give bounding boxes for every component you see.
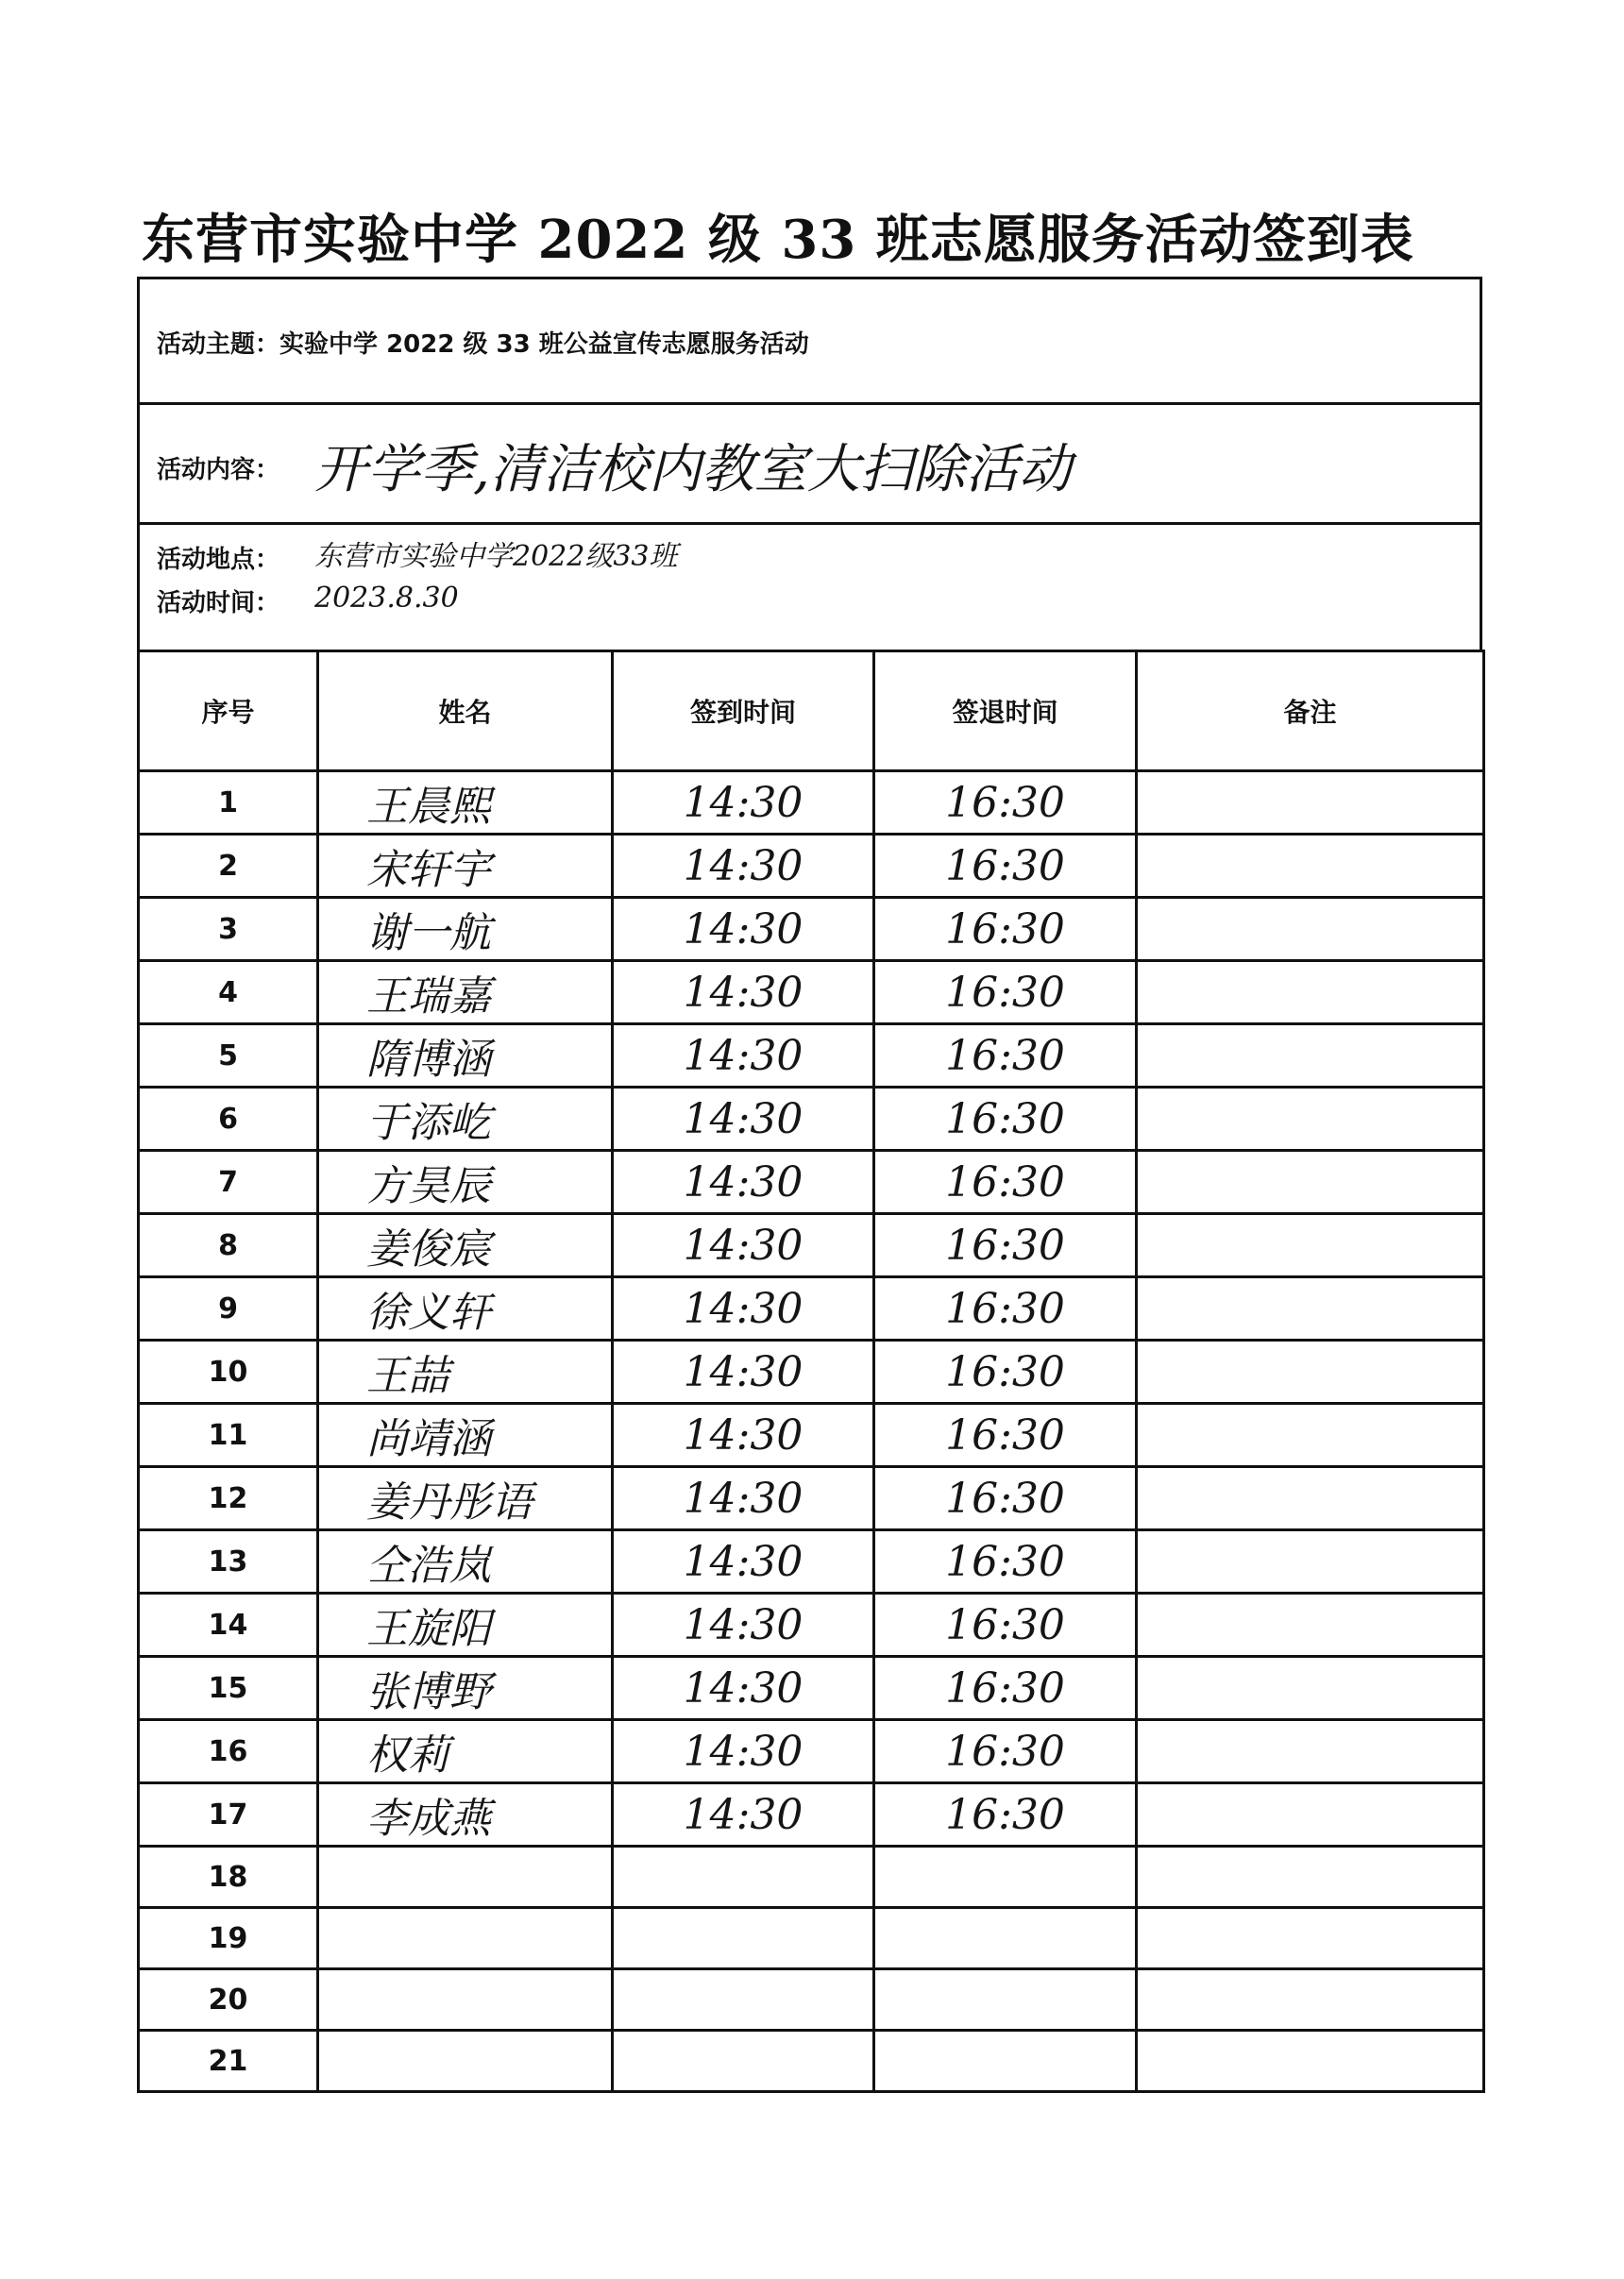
activity-theme-value: 实验中学 2022 级 33 班公益宣传志愿服务活动 <box>279 330 809 359</box>
header-name: 姓名 <box>318 651 613 771</box>
sign-out-time: 16:30 <box>874 835 1137 898</box>
sign-in-time: 14:30 <box>613 1277 874 1341</box>
participant-name: 姜俊宸 <box>318 1214 613 1277</box>
row-number: 15 <box>139 1657 318 1720</box>
sign-in-time: 14:30 <box>613 1214 874 1277</box>
note-cell <box>1137 1151 1484 1214</box>
row-number: 13 <box>139 1530 318 1594</box>
row-number: 3 <box>139 898 318 961</box>
activity-place-value: 东营市实验中学2022级33班 <box>314 540 678 573</box>
header-no: 序号 <box>139 651 318 771</box>
sign-out-time: 16:30 <box>874 1024 1137 1088</box>
activity-time-label: 活动时间： <box>157 589 280 617</box>
sign-out-time: 16:30 <box>874 1404 1137 1467</box>
table-row <box>139 771 1484 835</box>
note-cell <box>1137 1088 1484 1151</box>
row-number: 10 <box>139 1341 318 1404</box>
table-row <box>139 1969 1484 2031</box>
table-row <box>139 1720 1484 1783</box>
participant-name: 权莉 <box>318 1720 613 1783</box>
sign-in-time: 14:30 <box>613 1467 874 1530</box>
table-row <box>139 1847 1484 1908</box>
row-number: 4 <box>139 961 318 1024</box>
participant-name: 王晨熙 <box>318 771 613 835</box>
sign-in-time: 14:30 <box>613 1024 874 1088</box>
sign-in-time: 14:30 <box>613 835 874 898</box>
table-row <box>139 1024 1484 1088</box>
row-number: 19 <box>139 1908 318 1969</box>
sign-out-time: 16:30 <box>874 1783 1137 1847</box>
table-row <box>139 1404 1484 1467</box>
note-cell <box>1137 1277 1484 1341</box>
sign-out-time <box>874 1969 1137 2031</box>
participant-name <box>318 2031 613 2092</box>
sign-in-time <box>613 1847 874 1908</box>
sign-in-time <box>613 1908 874 1969</box>
sign-in-time: 14:30 <box>613 1720 874 1783</box>
activity-content-label: 活动内容： <box>157 456 280 484</box>
sign-in-time: 14:30 <box>613 1341 874 1404</box>
participant-name <box>318 1908 613 1969</box>
header-sign-in-time: 签到时间 <box>613 651 874 771</box>
table-row <box>139 1594 1484 1657</box>
participant-name: 王喆 <box>318 1341 613 1404</box>
participant-name: 方昊辰 <box>318 1151 613 1214</box>
sign-in-time: 14:30 <box>613 961 874 1024</box>
note-cell <box>1137 835 1484 898</box>
table-row <box>139 1341 1484 1404</box>
row-number: 7 <box>139 1151 318 1214</box>
table-row <box>139 1467 1484 1530</box>
note-cell <box>1137 1214 1484 1277</box>
participant-name: 仝浩岚 <box>318 1530 613 1594</box>
sign-out-time: 16:30 <box>874 1720 1137 1783</box>
participant-name: 宋轩宇 <box>318 835 613 898</box>
sign-in-time: 14:30 <box>613 1530 874 1594</box>
row-number: 9 <box>139 1277 318 1341</box>
sign-out-time: 16:30 <box>874 1657 1137 1720</box>
sign-out-time: 16:30 <box>874 771 1137 835</box>
sign-in-time: 14:30 <box>613 1657 874 1720</box>
note-cell <box>1137 1024 1484 1088</box>
sign-in-time: 14:30 <box>613 1151 874 1214</box>
activity-theme-row <box>140 279 1480 405</box>
sign-out-time: 16:30 <box>874 1277 1137 1341</box>
participant-name: 张博野 <box>318 1657 613 1720</box>
row-number: 1 <box>139 771 318 835</box>
row-number: 5 <box>139 1024 318 1088</box>
row-number: 18 <box>139 1847 318 1908</box>
header-sign-out-time: 签退时间 <box>874 651 1137 771</box>
note-cell <box>1137 1969 1484 2031</box>
table-row <box>139 898 1484 961</box>
table-row <box>139 1151 1484 1214</box>
sign-out-time <box>874 2031 1137 2092</box>
table-row <box>139 1657 1484 1720</box>
sign-in-time: 14:30 <box>613 771 874 835</box>
table-row <box>139 1088 1484 1151</box>
participant-name: 徐义轩 <box>318 1277 613 1341</box>
note-cell <box>1137 1341 1484 1404</box>
participant-name: 谢一航 <box>318 898 613 961</box>
sign-out-time: 16:30 <box>874 1594 1137 1657</box>
row-number: 12 <box>139 1467 318 1530</box>
note-cell <box>1137 1908 1484 1969</box>
sign-in-table <box>137 650 1485 2093</box>
note-cell <box>1137 771 1484 835</box>
participant-name: 隋博涵 <box>318 1024 613 1088</box>
activity-place-time-row <box>140 525 1480 652</box>
sign-out-time: 16:30 <box>874 1341 1137 1404</box>
row-number: 21 <box>139 2031 318 2092</box>
activity-content-value: 开学季,清洁校内教室大扫除活动 <box>314 439 1072 500</box>
row-number: 11 <box>139 1404 318 1467</box>
note-cell <box>1137 1530 1484 1594</box>
table-row <box>139 1783 1484 1847</box>
table-row <box>139 1214 1484 1277</box>
participant-name: 李成燕 <box>318 1783 613 1847</box>
note-cell <box>1137 961 1484 1024</box>
sign-in-time: 14:30 <box>613 1088 874 1151</box>
note-cell <box>1137 898 1484 961</box>
sign-in-time: 14:30 <box>613 1404 874 1467</box>
row-number: 6 <box>139 1088 318 1151</box>
table-body <box>139 771 1484 2092</box>
sign-in-time <box>613 2031 874 2092</box>
note-cell <box>1137 1404 1484 1467</box>
note-cell <box>1137 1847 1484 1908</box>
sign-in-time: 14:30 <box>613 1594 874 1657</box>
sign-in-time: 14:30 <box>613 1783 874 1847</box>
row-number: 20 <box>139 1969 318 2031</box>
row-number: 8 <box>139 1214 318 1277</box>
table-row <box>139 2031 1484 2092</box>
table-row <box>139 1277 1484 1341</box>
sign-out-time: 16:30 <box>874 1151 1137 1214</box>
row-number: 17 <box>139 1783 318 1847</box>
note-cell <box>1137 1657 1484 1720</box>
page-title: 东营市实验中学 2022 级 33 班志愿服务活动签到表 <box>142 209 1414 271</box>
row-number: 14 <box>139 1594 318 1657</box>
table-row <box>139 961 1484 1024</box>
participant-name: 王瑞嘉 <box>318 961 613 1024</box>
activity-theme <box>157 325 809 360</box>
activity-info-box <box>137 277 1482 650</box>
activity-time-value: 2023.8.30 <box>314 582 459 615</box>
participant-name: 于添屹 <box>318 1088 613 1151</box>
note-cell <box>1137 1720 1484 1783</box>
sign-in-time: 14:30 <box>613 898 874 961</box>
note-cell <box>1137 1783 1484 1847</box>
note-cell <box>1137 1594 1484 1657</box>
participant-name: 姜丹彤语 <box>318 1467 613 1530</box>
table-row <box>139 1908 1484 1969</box>
header-note: 备注 <box>1137 651 1484 771</box>
activity-theme-label: 活动主题： <box>157 330 280 359</box>
note-cell <box>1137 1467 1484 1530</box>
activity-content-row <box>140 405 1480 525</box>
row-number: 16 <box>139 1720 318 1783</box>
sign-out-time: 16:30 <box>874 1088 1137 1151</box>
participant-name <box>318 1847 613 1908</box>
sign-in-time <box>613 1969 874 2031</box>
participant-name: 王旋阳 <box>318 1594 613 1657</box>
sign-out-time: 16:30 <box>874 898 1137 961</box>
table-row <box>139 835 1484 898</box>
sign-out-time: 16:30 <box>874 961 1137 1024</box>
row-number: 2 <box>139 835 318 898</box>
sign-out-time <box>874 1908 1137 1969</box>
note-cell <box>1137 2031 1484 2092</box>
sign-out-time: 16:30 <box>874 1214 1137 1277</box>
table-row <box>139 1530 1484 1594</box>
participant-name: 尚靖涵 <box>318 1404 613 1467</box>
table-header-row <box>139 651 1484 771</box>
sign-out-time: 16:30 <box>874 1467 1137 1530</box>
sign-out-time: 16:30 <box>874 1530 1137 1594</box>
activity-place-label: 活动地点： <box>157 546 280 574</box>
participant-name <box>318 1969 613 2031</box>
sign-out-time <box>874 1847 1137 1908</box>
